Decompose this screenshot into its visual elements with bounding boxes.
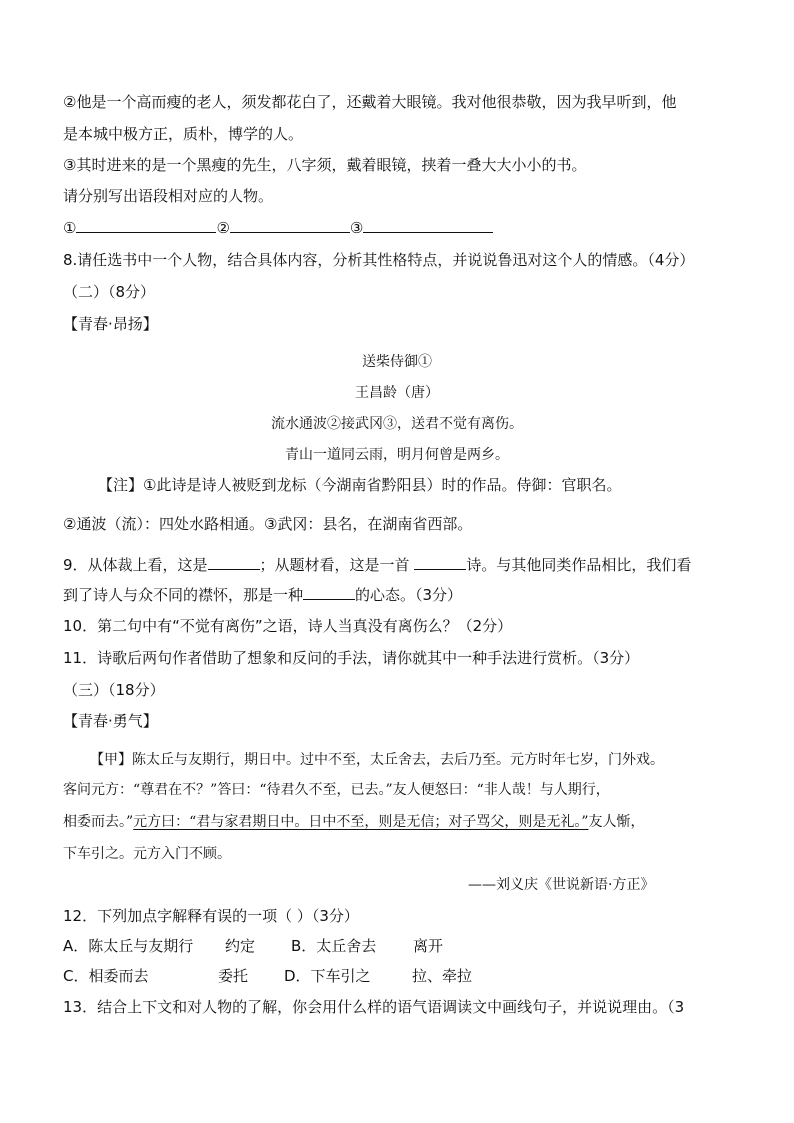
answer-blank-1[interactable] [76,218,216,233]
option-b-label[interactable]: B．太丘舍去 [291,937,377,955]
q9-blank-2[interactable] [414,555,466,570]
question-12-options-ab [63,936,443,956]
poem-note-2: ②通波（流）：四处水路相通。③武冈：县名，在湖南省西部。 [63,515,473,533]
blank-2-label: ② [216,219,230,237]
passage-text-a: 相委而去。” [63,814,134,830]
q9-text-b: ；从题材看，这是一首 [259,556,410,574]
q9-blank-3[interactable] [303,585,355,600]
passage-line-1: 【甲】陈太丘与友期行，期日中。过中不至，太丘舍去，去后乃至。元方时年七岁，门外戏。 [90,752,664,768]
q9-text-c: 诗。与其他同类作品相比，我们看 [466,556,692,574]
q9-blank-1[interactable] [208,555,260,570]
poem-title: 送柴侍御① [362,354,432,370]
section-2-heading: （二）（8分） [63,283,156,301]
poem-author: 王昌龄（唐） [355,385,439,401]
question-9-line1 [63,555,691,575]
blank-1-label: ① [63,219,77,237]
answer-blank-3[interactable] [363,218,493,233]
poem-line-1: 流水通波②接武冈③，送君不觉有离伤。 [271,416,523,432]
question-11: 11．诗歌后两句作者借助了想象和反问的手法，请你就其中一种手法进行赏析。（3分） [63,649,640,667]
option-d-definition: 拉、牵拉 [412,967,473,985]
answer-blank-2[interactable] [230,218,350,233]
question-12-stem: 12．下列加点字解释有误的一项（ ）（3分） [63,907,359,925]
passage-line-4: 下车引之。元方入门不顾。 [63,846,231,862]
poem-note-1: 【注】①此诗是诗人被贬到龙标（今湖南省黔阳县）时的作品。侍御：官职名。 [98,476,622,494]
question-13: 13．结合上下文和对人物的了解，你会用什么样的语气语调读文中画线句子，并说说理由。（3 [63,998,685,1016]
option-d-label[interactable]: D．下车引之 [284,967,371,985]
option-b-definition: 离开 [413,937,444,955]
q9-text-d: 到了诗人与众不同的襟怀，那是一种 [63,586,304,604]
question-8: 8.请任选书中一个人物，结合具体内容，分析其性格特点，并说说鲁迅对这个人的情感。（4分） [63,251,695,269]
passage-text-b: 友人惭， [588,814,645,830]
q9-text-e: 的心态。（3分） [355,586,463,604]
passage-line-2: 客问元方：“尊君在不？”答曰：“待君久不至，已去。”友人便怒曰：“非人哉！与人期行， [63,782,610,798]
question-9-line2 [63,585,462,605]
q9-text-a: 9．从体裁上看，这是 [63,556,208,574]
question-10: 10．第二句中有“不觉有离伤”之语，诗人当真没有离伤么？（2分） [63,617,513,635]
q7-item2-line2: 是本城中极方正，质朴，博学的人。 [63,125,304,143]
section-3-heading: （三）（18分） [63,681,165,699]
option-c-label[interactable]: C．相委而去 [63,967,149,985]
passage-underlined-sentence: 元方曰：“君与家君期日中。日中不至，则是无信；对子骂父，则是无礼。” [133,814,589,830]
section-3-theme: 【青春·勇气】 [63,712,158,730]
option-c-definition: 委托 [218,967,249,985]
passage-source: ——刘义庆《世说新语·方正》 [468,877,655,893]
option-a-label[interactable]: A．陈太丘与友期行 [63,937,194,955]
q7-prompt: 请分别写出语段相对应的人物。 [63,187,274,205]
question-12-options-cd [63,966,472,986]
blank-3-label: ③ [349,219,364,237]
section-2-theme: 【青春·昂扬】 [63,315,158,333]
poem-line-2: 青山一道同云雨，明月何曾是两乡。 [285,447,509,463]
q7-item2-line1: ②他是一个高而瘦的老人，须发都花白了，还戴着大眼镜。我对他很恭敬，因为我早听到，他 [63,93,677,111]
q7-answer-blanks [63,218,493,238]
passage-line-3 [63,812,644,832]
q7-item3: ③其时进来的是一个黑瘦的先生，八字须，戴着眼镜，挟着一叠大大小小的书。 [63,156,587,174]
option-a-definition: 约定 [225,937,256,955]
